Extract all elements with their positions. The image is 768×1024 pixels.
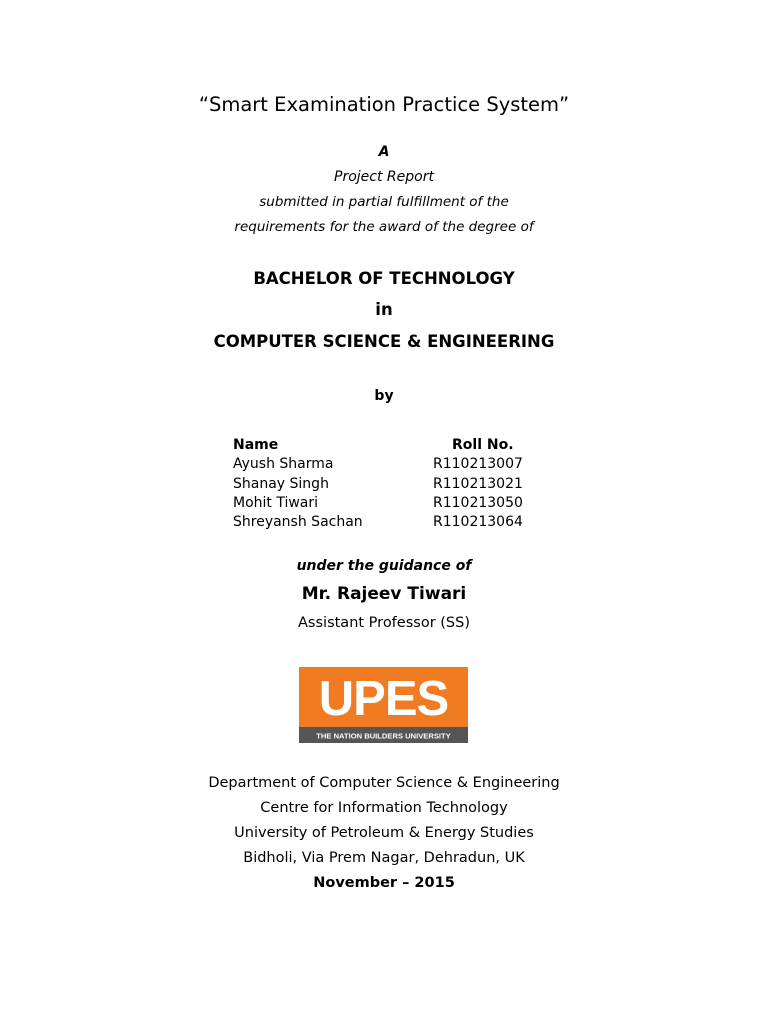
student-name: Mohit Tiwari xyxy=(233,494,319,511)
branch-name: COMPUTER SCIENCE & ENGINEERING xyxy=(213,332,555,351)
degree-in: in xyxy=(375,300,393,319)
roll-column-header: Roll No. xyxy=(452,437,514,453)
article-a: A xyxy=(378,144,390,160)
students-header-row xyxy=(233,436,543,455)
logo-tagline: THE NATION BUILDERS UNIVERSITY xyxy=(316,731,451,741)
centre-line: Centre for Information Technology xyxy=(260,800,508,816)
guide-designation: Assistant Professor (SS) xyxy=(298,615,470,631)
department-line: Department of Computer Science & Engineering xyxy=(208,775,560,791)
student-row xyxy=(233,513,543,532)
location-line: Bidholi, Via Prem Nagar, Dehradun, UK xyxy=(243,850,525,866)
guidance-label: under the guidance of xyxy=(296,558,472,574)
by-label: by xyxy=(374,388,394,404)
student-row xyxy=(233,455,543,474)
student-name: Ayush Sharma xyxy=(233,456,334,473)
student-name: Shreyansh Sachan xyxy=(233,514,363,531)
name-column-header: Name xyxy=(233,437,279,453)
logo-wordmark: UPES xyxy=(318,672,449,726)
students-table xyxy=(233,436,543,532)
student-name: Shanay Singh xyxy=(233,475,329,492)
project-title: “Smart Examination Practice System” xyxy=(198,93,570,116)
student-roll: R110213064 xyxy=(433,514,523,531)
student-row xyxy=(233,494,543,513)
upes-logo xyxy=(299,667,468,743)
student-roll: R110213021 xyxy=(433,475,523,492)
university-line: University of Petroleum & Energy Studies xyxy=(234,825,534,841)
submitted-line: submitted in partial fulfillment of the xyxy=(259,194,509,210)
submission-date: November – 2015 xyxy=(313,875,455,891)
student-row xyxy=(233,475,543,494)
guide-name: Mr. Rajeev Tiwari xyxy=(301,584,467,604)
student-roll: R110213007 xyxy=(433,456,523,473)
report-type: Project Report xyxy=(334,169,434,185)
degree-name: BACHELOR OF TECHNOLOGY xyxy=(253,269,515,288)
requirements-line: requirements for the award of the degree of xyxy=(234,219,534,235)
student-roll: R110213050 xyxy=(433,494,523,511)
